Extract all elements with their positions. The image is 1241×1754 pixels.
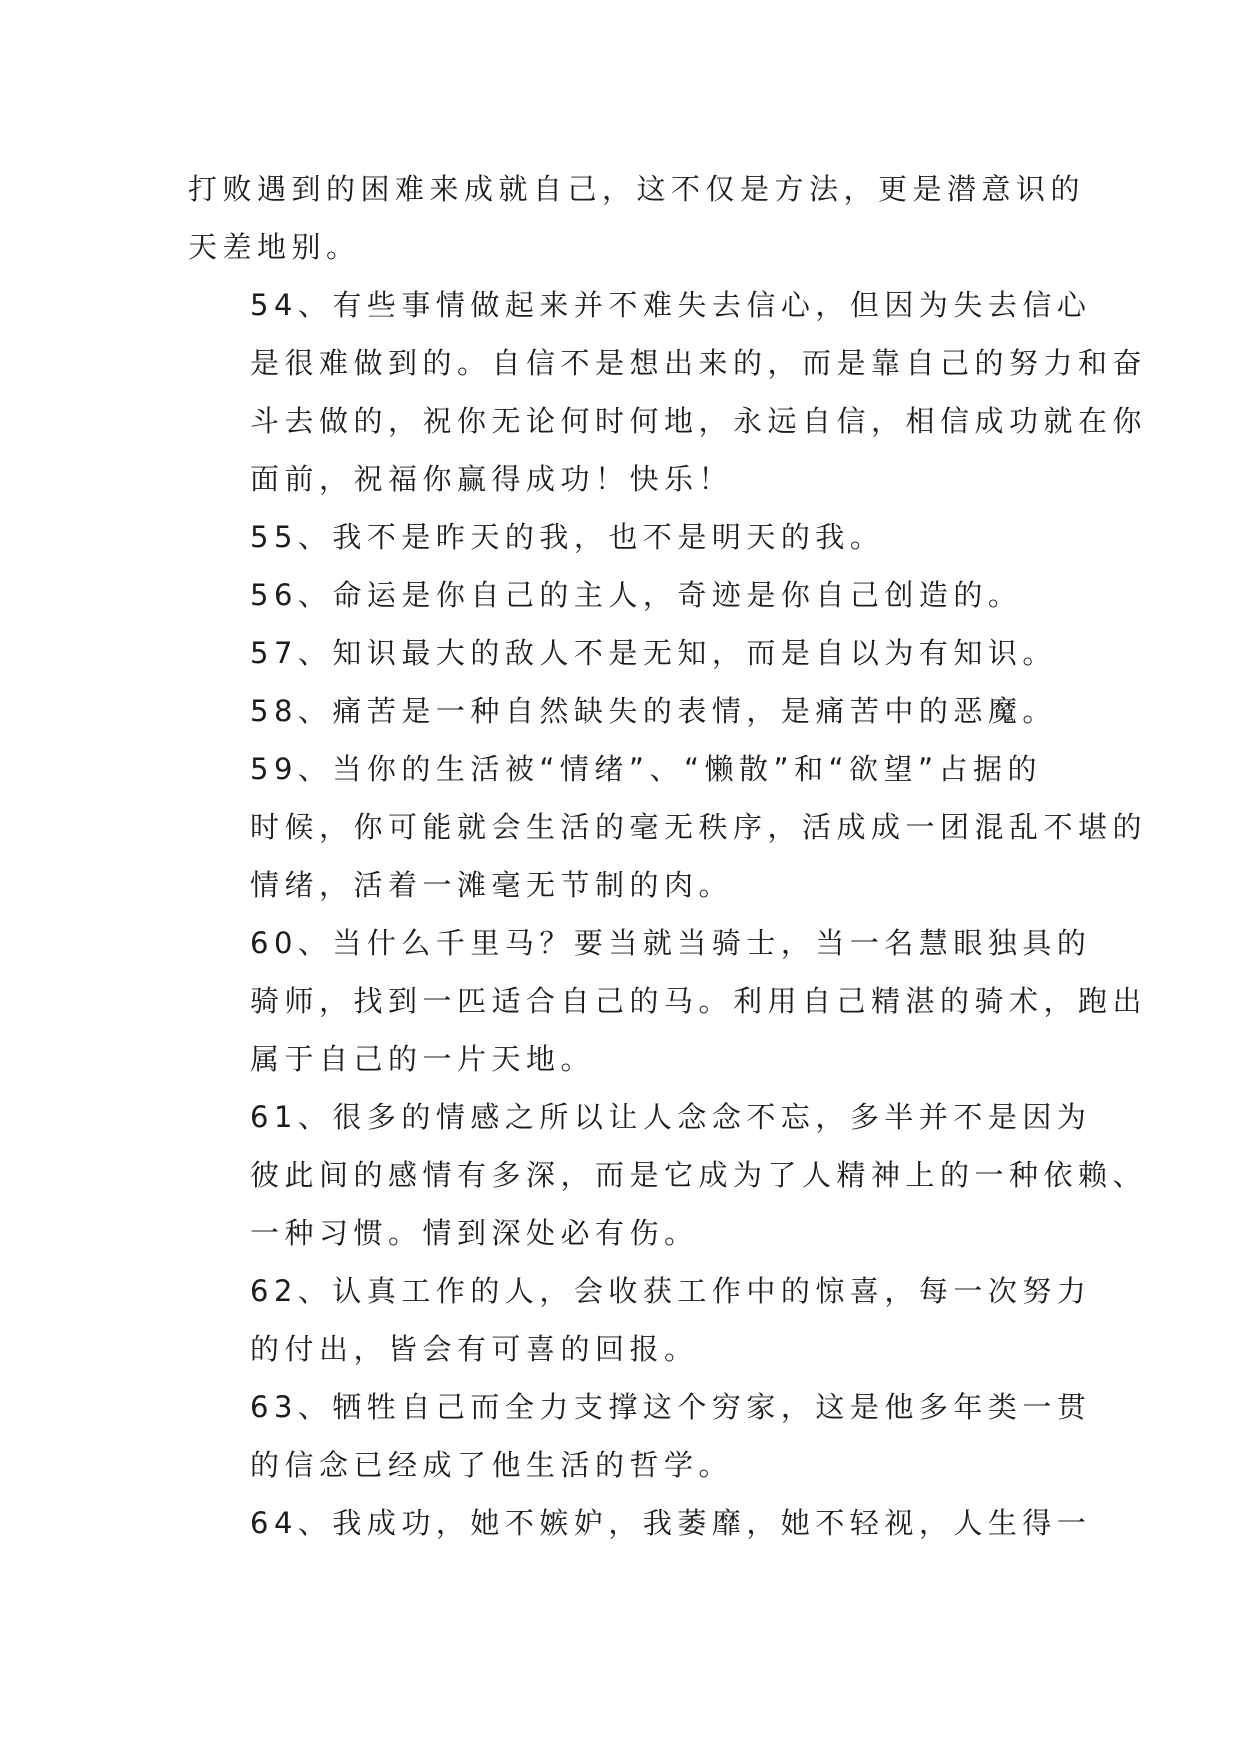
paragraph bbox=[188, 740, 1148, 914]
text-line: 62、认真工作的人，会收获工作中的惊喜，每一次努力 bbox=[250, 1274, 1092, 1308]
text-line: 时候，你可能就会生活的毫无秩序，活成成一团混乱不堪的 bbox=[250, 810, 1148, 844]
paragraph bbox=[188, 1494, 1092, 1552]
text-line: 59、当你的生活被“情绪”、“懒散”和“欲望”占据的 bbox=[250, 752, 1043, 786]
text-line: 打败遇到的困难来成就自己，这不仅是方法，更是潜意识的 bbox=[188, 172, 1086, 206]
text-line: 属于自己的一片天地。 bbox=[250, 1042, 596, 1076]
document-body bbox=[188, 160, 1148, 1552]
paragraph bbox=[188, 160, 1086, 276]
text-line: 天差地别。 bbox=[188, 230, 361, 264]
text-line: 60、当什么千里马？要当就当骑士，当一名慧眼独具的 bbox=[250, 926, 1092, 960]
paragraph bbox=[188, 1262, 1092, 1378]
paragraph bbox=[188, 682, 1068, 740]
paragraph bbox=[188, 566, 1068, 624]
text-line: 一种习惯。情到深处必有伤。 bbox=[250, 1216, 699, 1250]
text-line: 彼此间的感情有多深，而是它成为了人精神上的一种依赖、 bbox=[250, 1158, 1148, 1192]
paragraph bbox=[188, 624, 1068, 682]
text-line: 面前，祝福你赢得成功！快乐！ bbox=[250, 462, 734, 496]
text-line: 的付出，皆会有可喜的回报。 bbox=[250, 1332, 699, 1366]
text-line: 骑师，找到一匹适合自己的马。利用自己精湛的骑术，跑出 bbox=[250, 984, 1148, 1018]
paragraph bbox=[188, 1088, 1148, 1262]
text-line: 斗去做的，祝你无论何时何地，永远自信，相信成功就在你 bbox=[250, 404, 1148, 438]
text-line: 情绪，活着一滩毫无节制的肉。 bbox=[250, 868, 734, 902]
text-line: 64、我成功，她不嫉妒，我萎靡，她不轻视，人生得一 bbox=[250, 1506, 1092, 1540]
text-line: 55、我不是昨天的我，也不是明天的我。 bbox=[250, 520, 885, 554]
text-line: 58、痛苦是一种自然缺失的表情，是痛苦中的恶魔。 bbox=[250, 694, 1057, 728]
text-line: 63、牺牲自己而全力支撑这个穷家，这是他多年类一贯 bbox=[250, 1390, 1092, 1424]
paragraph bbox=[188, 276, 1148, 508]
text-line: 是很难做到的。自信不是想出来的，而是靠自己的努力和奋 bbox=[250, 346, 1148, 380]
text-line: 56、命运是你自己的主人，奇迹是你自己创造的。 bbox=[250, 578, 1023, 612]
text-line: 61、很多的情感之所以让人念念不忘，多半并不是因为 bbox=[250, 1100, 1092, 1134]
text-line: 的信念已经成了他生活的哲学。 bbox=[250, 1448, 734, 1482]
paragraph bbox=[188, 1378, 1092, 1494]
paragraph bbox=[188, 914, 1148, 1088]
text-line: 57、知识最大的敌人不是无知，而是自以为有知识。 bbox=[250, 636, 1057, 670]
text-line: 54、有些事情做起来并不难失去信心，但因为失去信心 bbox=[250, 288, 1092, 322]
paragraph bbox=[188, 508, 1068, 566]
